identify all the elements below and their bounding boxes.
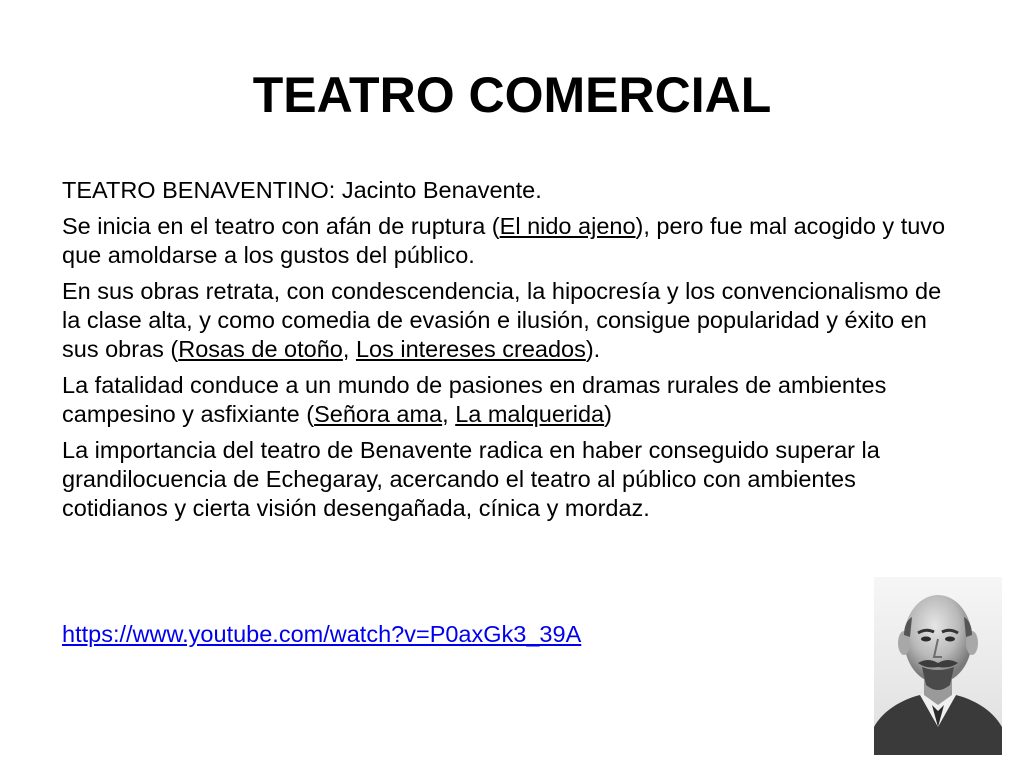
slide-title: TEATRO COMERCIAL — [252, 67, 772, 123]
paragraph-text: La fatalidad conduce a un mundo de pasiones en dramas rurales de ambientes campesino y asfixiante ( — [62, 372, 887, 427]
portrait-image — [874, 577, 1002, 755]
body-paragraph — [62, 212, 962, 270]
paragraph-text: , — [342, 336, 356, 362]
work-title: Los intereses creados — [355, 336, 586, 362]
paragraph-text: TEATRO BENAVENTINO: Jacinto Benavente. — [62, 177, 542, 203]
body-paragraph — [62, 277, 962, 364]
paragraph-text: ), pero fue mal acogido y tuvo que amoldarse a los gustos del público. — [62, 213, 946, 268]
work-title: El nido ajeno — [499, 213, 636, 239]
paragraph-text: , — [442, 401, 456, 427]
portrait-photo — [874, 577, 1002, 755]
work-title: Señora ama — [314, 401, 443, 427]
body-paragraph — [62, 371, 962, 429]
body-paragraph — [62, 176, 962, 205]
paragraph-text: ) — [604, 401, 612, 427]
body-paragraph — [62, 436, 962, 523]
work-title: Rosas de otoño — [178, 336, 343, 362]
youtube-link[interactable]: https://www.youtube.com/watch?v=P0axGk3_39A — [62, 621, 582, 647]
paragraph-text: La importancia del teatro de Benavente radica en haber conseguido superar la grandilocuencia de Echegaray, acercando el teatro al público con ambientes cotidianos y cierta visión desengañada, cínica y mordaz. — [62, 437, 880, 521]
paragraph-text: Se inicia en el teatro con afán de ruptura ( — [62, 213, 500, 239]
paragraph-text: En sus obras retrata, con condescendencia, la hipocresía y los convencionalismo de la clase alta, y como comedia de evasión e ilusión, consigue popularidad y éxito en sus obras ( — [62, 278, 942, 362]
paragraph-text: ). — [585, 336, 601, 362]
slide-body — [62, 176, 962, 530]
work-title: La malquerida — [455, 401, 605, 427]
